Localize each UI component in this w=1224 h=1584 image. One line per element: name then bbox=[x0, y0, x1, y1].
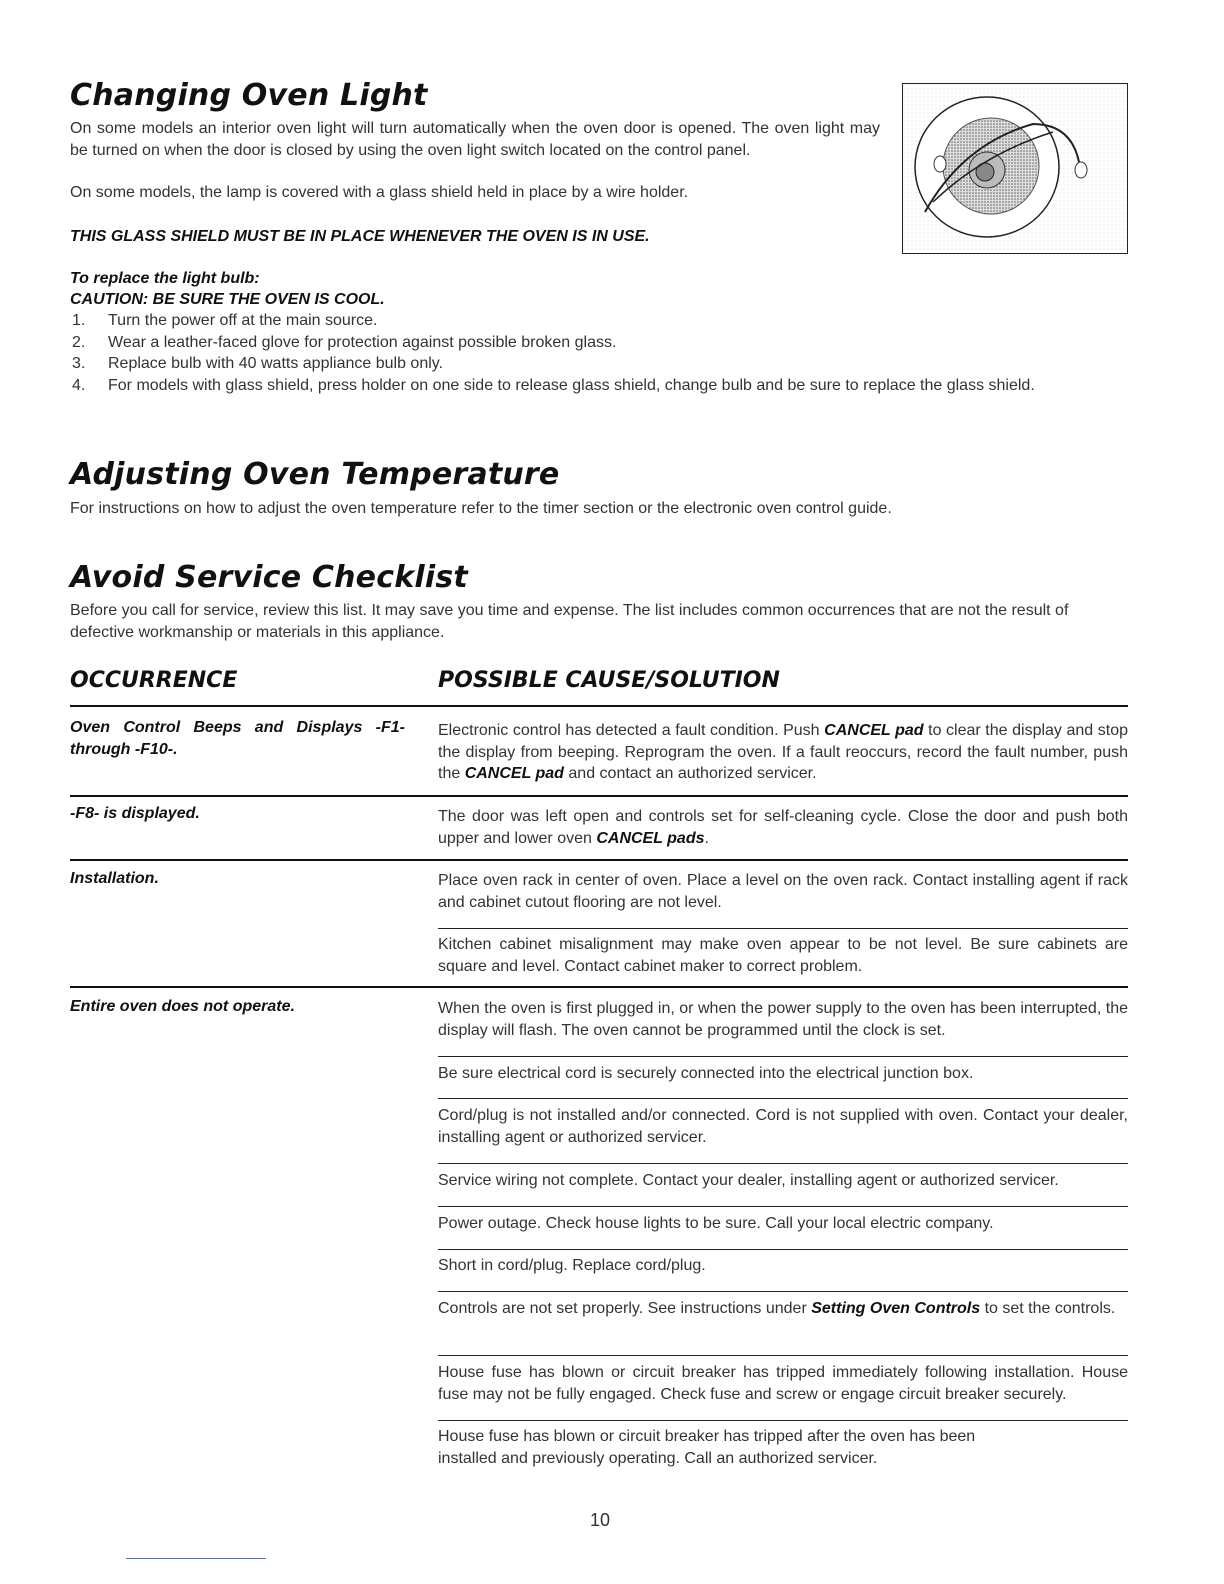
sub-divider bbox=[438, 1098, 1128, 1099]
solution-electrical-cord: Be sure electrical cord is securely connected into the electrical junction box. bbox=[438, 1065, 974, 1082]
caution-cool: CAUTION: BE SURE THE OVEN IS COOL. bbox=[70, 291, 385, 308]
sub-divider bbox=[438, 928, 1128, 929]
oven-light-intro: On some models an interior oven light will turn automatically when the oven door is opened. The oven light may be turned on when the door is closed by using the oven light switch located on the control panel. bbox=[70, 120, 880, 159]
row-divider bbox=[70, 859, 1128, 861]
solution-short-cord: Short in cord/plug. Replace cord/plug. bbox=[438, 1257, 706, 1274]
sub-divider bbox=[438, 1206, 1128, 1207]
sub-divider bbox=[438, 1163, 1128, 1164]
section-title-oven-light: Changing Oven Light bbox=[70, 78, 428, 113]
solution-cord-plug: Cord/plug is not installed and/or connected. Cord is not supplied with oven. Contact your dealer, installing agent or authorized servicer. bbox=[438, 1107, 1128, 1146]
glass-shield-warning: THIS GLASS SHIELD MUST BE IN PLACE WHENEVER THE OVEN IS IN USE. bbox=[70, 228, 650, 245]
solution-service-wiring: Service wiring not complete. Contact your dealer, installing agent or authorized servicer. bbox=[438, 1172, 1059, 1189]
occurrence-column-header: OCCURRENCE bbox=[70, 668, 238, 693]
occurrence-oven-not-operate: Entire oven does not operate. bbox=[70, 998, 295, 1015]
list-item: 1. Turn the power off at the main source. bbox=[72, 312, 378, 329]
list-item: 2. Wear a leather-faced glove for protection against possible broken glass. bbox=[72, 333, 617, 351]
solution-cabinet-alignment: Kitchen cabinet misalignment may make oven appear to be not level. Be sure cabinets are square and level. Contact cabinet maker to correct problem. bbox=[438, 936, 1128, 975]
list-item: 4. For models with glass shield, press holder on one side to release glass shield, change bulb and be sure to replace the glass shield. bbox=[72, 376, 1035, 394]
row-divider bbox=[70, 795, 1128, 797]
oven-light-shield-note: On some models, the lamp is covered with a glass shield held in place by a wire holder. bbox=[70, 184, 689, 201]
row-divider bbox=[70, 986, 1128, 988]
header-divider bbox=[70, 705, 1128, 707]
solution-display-flash: When the oven is first plugged in, or when the power supply to the oven has been interrupted, the display will flash. The oven cannot be programmed until the clock is set. bbox=[438, 1000, 1128, 1039]
solution-fuse-operating: House fuse has blown or circuit breaker has tripped after the oven has been installed and previously operating. Call an authorized servicer. bbox=[438, 1428, 976, 1467]
section-title-oven-temperature: Adjusting Oven Temperature bbox=[70, 457, 560, 492]
solution-door-left-open: The door was left open and controls set for self-cleaning cycle. Close the door and push both upper and lower oven CANCEL pads. bbox=[438, 808, 1128, 847]
solution-fault-condition: Electronic control has detected a fault condition. Push CANCEL pad to clear the display and stop the display from beeping. Reprogram the oven. If a fault reoccurs, record the fault number, push the CANCEL pad and contact an authorized servicer. bbox=[438, 722, 1129, 782]
oven-light-illustration bbox=[902, 83, 1128, 254]
bulb-replacement-steps bbox=[70, 310, 1120, 396]
solution-controls-setting: Controls are not set properly. See instructions under Setting Oven Controls to set the controls. bbox=[438, 1300, 1116, 1317]
footer-line bbox=[126, 1558, 266, 1559]
list-item: 3. Replace bulb with 40 watts appliance bulb only. bbox=[72, 355, 444, 372]
solution-column-header: POSSIBLE CAUSE/SOLUTION bbox=[438, 668, 780, 693]
sub-divider bbox=[438, 1056, 1128, 1057]
occurrence-f8-displayed: -F8- is displayed. bbox=[70, 805, 200, 822]
sub-divider bbox=[438, 1249, 1128, 1250]
sub-divider bbox=[438, 1355, 1128, 1356]
solution-level-rack: Place oven rack in center of oven. Place a level on the oven rack. Contact installing agent if rack and cabinet cutout flooring are not level. bbox=[438, 872, 1128, 911]
section-title-checklist: Avoid Service Checklist bbox=[70, 560, 468, 595]
occurrence-beeps-f1-f10: Oven Control Beeps and Displays -F1- through -F10-. bbox=[70, 719, 405, 758]
sub-divider bbox=[438, 1420, 1128, 1421]
oven-lamp-drawing bbox=[903, 84, 1126, 252]
checklist-intro: Before you call for service, review this list. It may save you time and expense. The list includes common occurrences that are not the result of defective workmanship or materials in this appliance. bbox=[70, 602, 1069, 641]
solution-fuse-installation: House fuse has blown or circuit breaker has tripped immediately following installation. House fuse may not be fully engaged. Check fuse and screw or engage circuit breaker securely. bbox=[438, 1364, 1128, 1403]
page-number: 10 bbox=[589, 1510, 611, 1530]
oven-temperature-text: For instructions on how to adjust the oven temperature refer to the timer section or the electronic oven control guide. bbox=[70, 500, 892, 517]
occurrence-installation: Installation. bbox=[70, 870, 159, 887]
replace-bulb-heading: To replace the light bulb: bbox=[70, 270, 260, 287]
solution-power-outage: Power outage. Check house lights to be sure. Call your local electric company. bbox=[438, 1215, 994, 1232]
sub-divider bbox=[438, 1291, 1128, 1292]
